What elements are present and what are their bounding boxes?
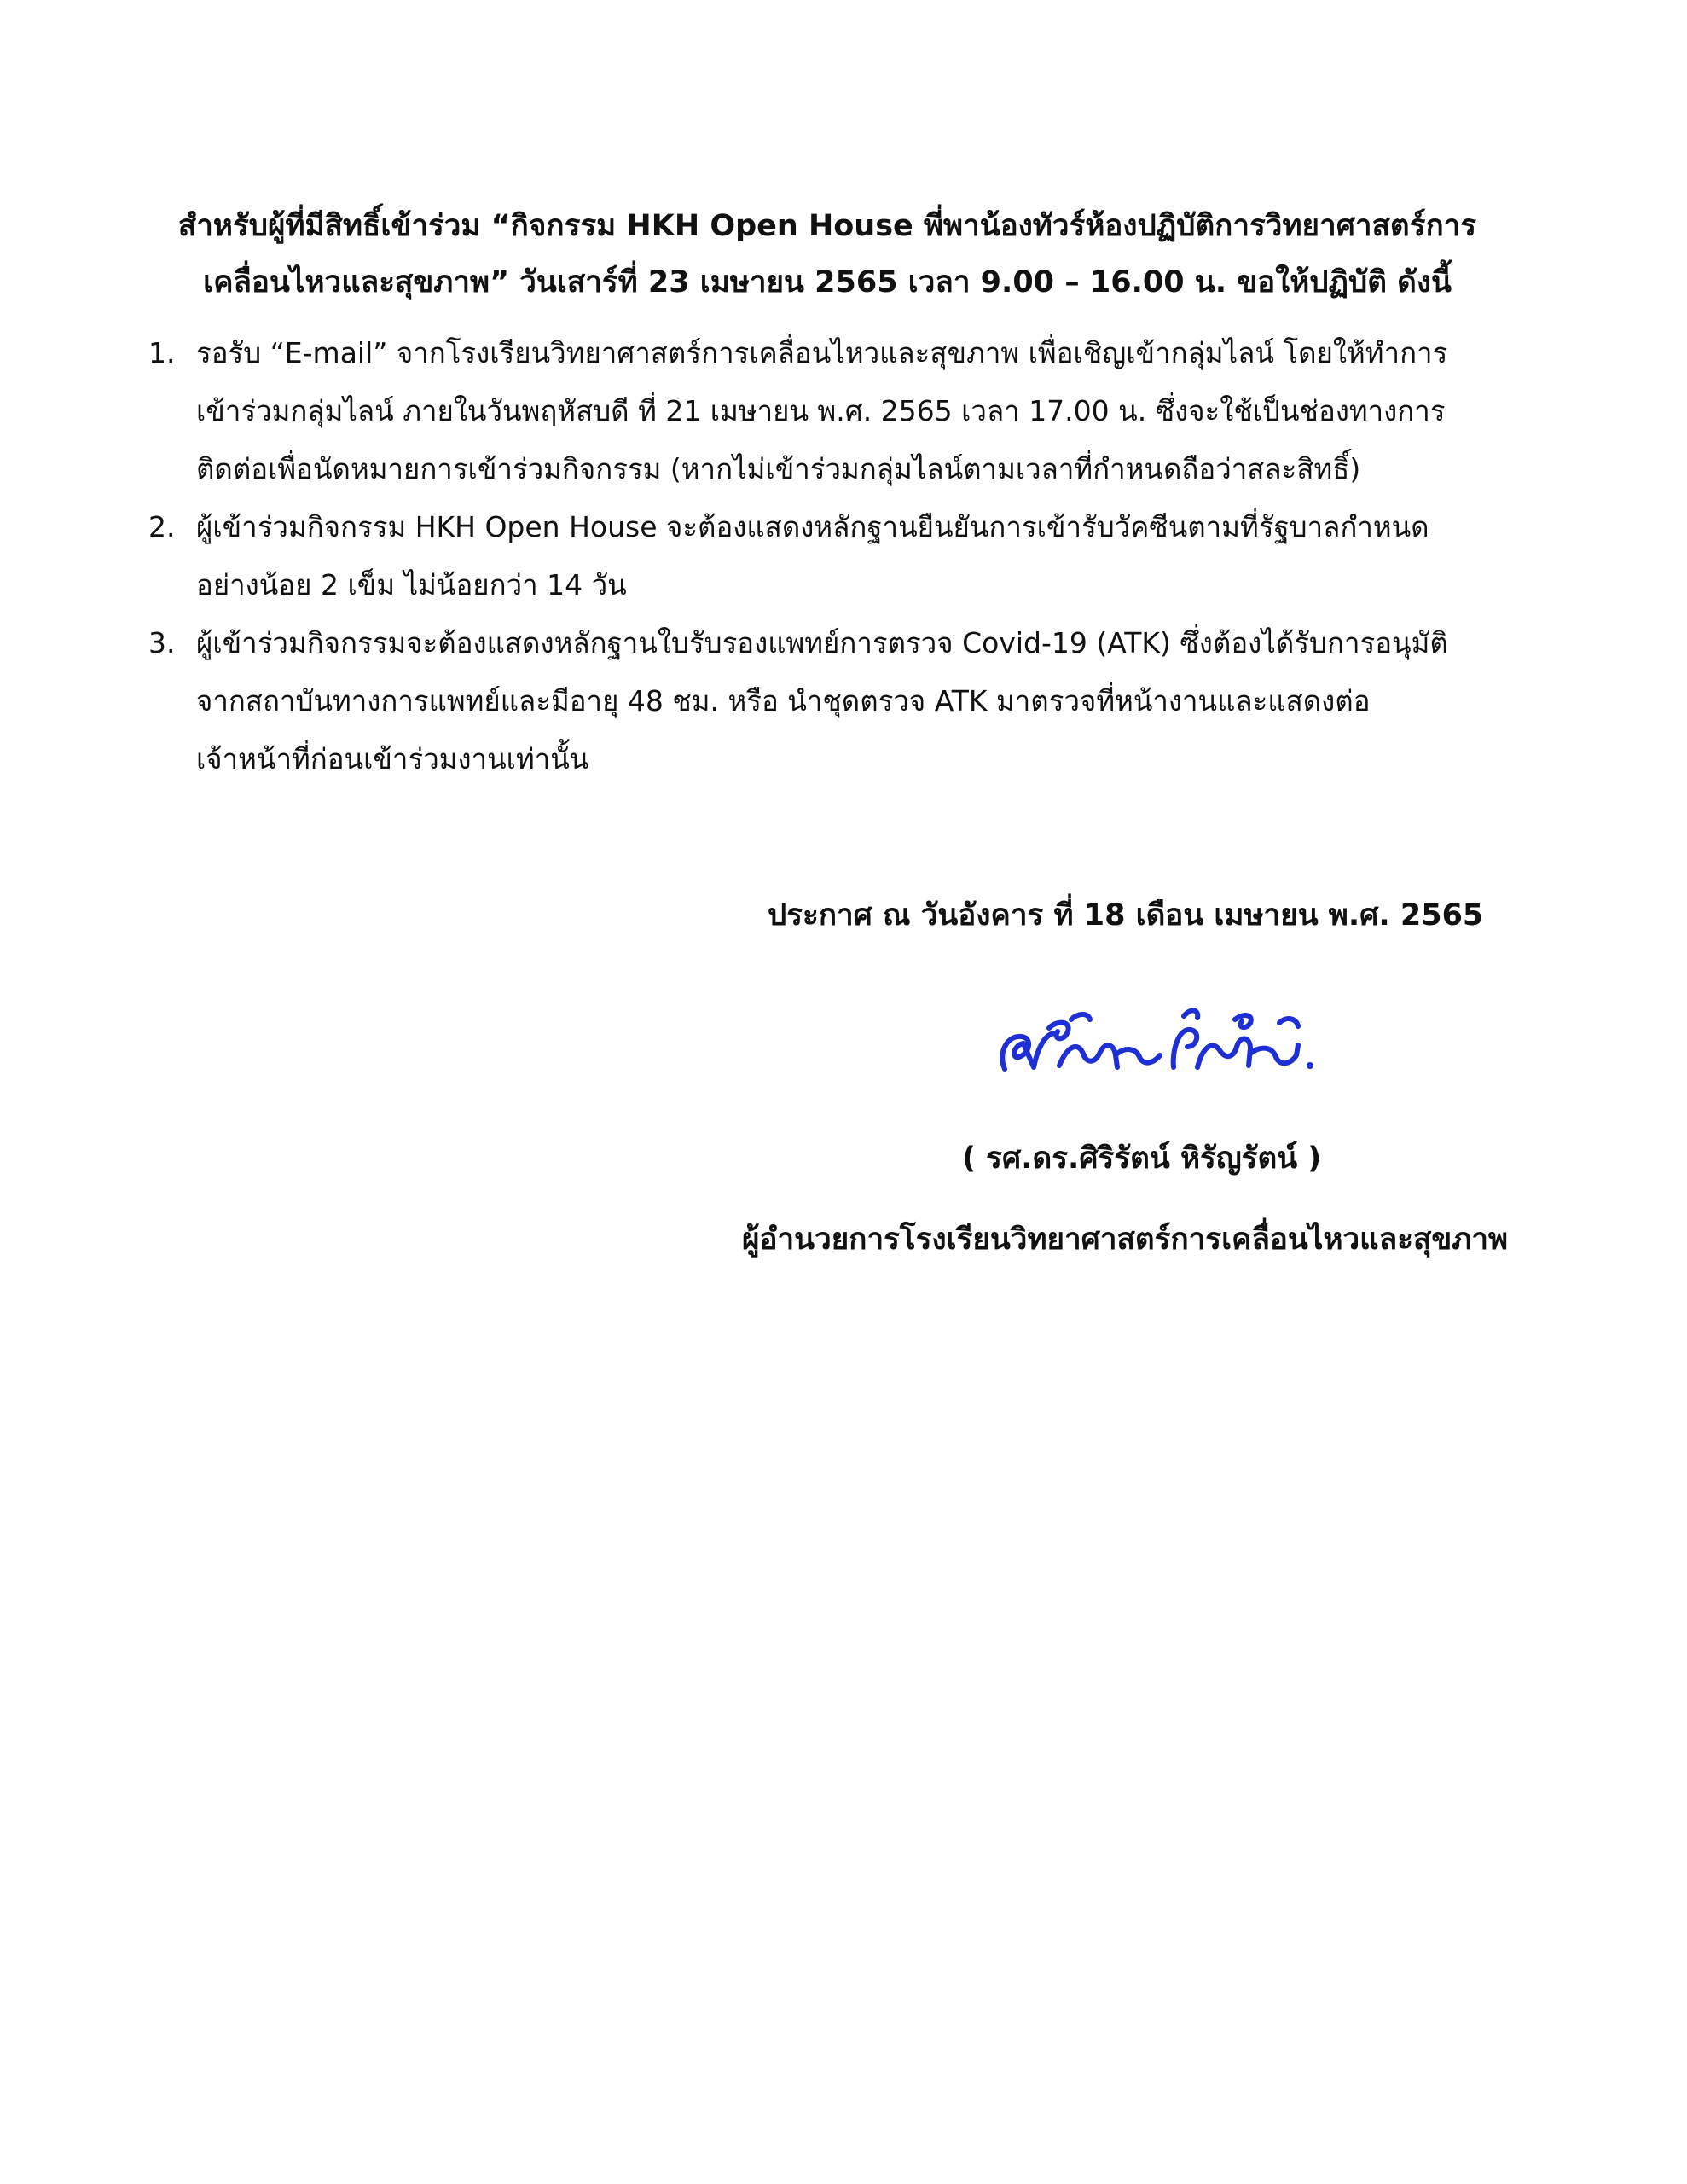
instruction-list	[128, 324, 1544, 788]
instruction-item-3	[128, 614, 1544, 788]
heading-line-2: เคลื่อนไหวและสุขภาพ” วันเสาร์ที่ 23 เมษายน 2565 เวลา 9.00 – 16.00 น. ขอให้ปฏิบัติ ดังนี้	[203, 265, 1452, 299]
item-line: เจ้าหน้าที่ก่อนเข้าร่วมงานเท่านั้น	[196, 742, 589, 775]
item-line: รอรับ “E-mail” จากโรงเรียนวิทยาศาสตร์การเคลื่อนไหวและสุขภาพ เพื่อเชิญเข้ากลุ่มไลน์ โดยให้ทำการ	[196, 336, 1448, 369]
item-line: ผู้เข้าร่วมกิจกรรมจะต้องแสดงหลักฐานใบรับรองแพทย์การตรวจ Covid-19 (ATK) ซึ่งต้องได้รับการอนุมัติ	[196, 626, 1448, 659]
instruction-item-1	[128, 324, 1544, 498]
item-line: ผู้เข้าร่วมกิจกรรม HKH Open House จะต้องแสดงหลักฐานยืนยันการเข้ารับวัคซีนตามที่รัฐบาลกำหนด	[196, 510, 1429, 543]
signer-name: ( รศ.ดร.ศิริรัตน์ หิรัญรัตน์ )	[962, 1141, 1322, 1176]
heading-line-1: สำหรับผู้ที่มีสิทธิ์เข้าร่วม “กิจกรรม HKH Open House พี่พาน้องทัวร์ห้องปฏิบัติการวิทยาศาสตร์การ	[177, 209, 1477, 243]
item-line: จากสถาบันทางการแพทย์และมีอายุ 48 ชม. หรือ นำชุดตรวจ ATK มาตรวจที่หน้างานและแสดงต่อ	[196, 684, 1371, 717]
handwritten-signature	[989, 994, 1322, 1088]
item-number: 3.	[148, 626, 176, 659]
item-line: ติดต่อเพื่อนัดหมายการเข้าร่วมกิจกรรม (หากไม่เข้าร่วมกลุ่มไลน์ตามเวลาที่กำหนดถือว่าสละสิทธิ์)	[196, 452, 1361, 485]
item-number: 2.	[148, 510, 176, 543]
signer-title: ผู้อำนวยการโรงเรียนวิทยาศาสตร์การเคลื่อนไหวและสุขภาพ	[742, 1223, 1509, 1257]
item-line: เข้าร่วมกลุ่มไลน์ ภายในวันพฤหัสบดี ที่ 21 เมษายน พ.ศ. 2565 เวลา 17.00 น. ซึ่งจะใช้เป็นช่องทางการ	[196, 394, 1446, 427]
document-heading	[128, 198, 1527, 311]
instruction-item-2	[128, 498, 1544, 614]
announcement-date: ประกาศ ณ วันอังคาร ที่ 18 เดือน เมษายน พ.ศ. 2565	[768, 898, 1484, 932]
item-number: 1.	[148, 336, 176, 369]
item-line: อย่างน้อย 2 เข็ม ไม่น้อยกว่า 14 วัน	[196, 568, 627, 601]
